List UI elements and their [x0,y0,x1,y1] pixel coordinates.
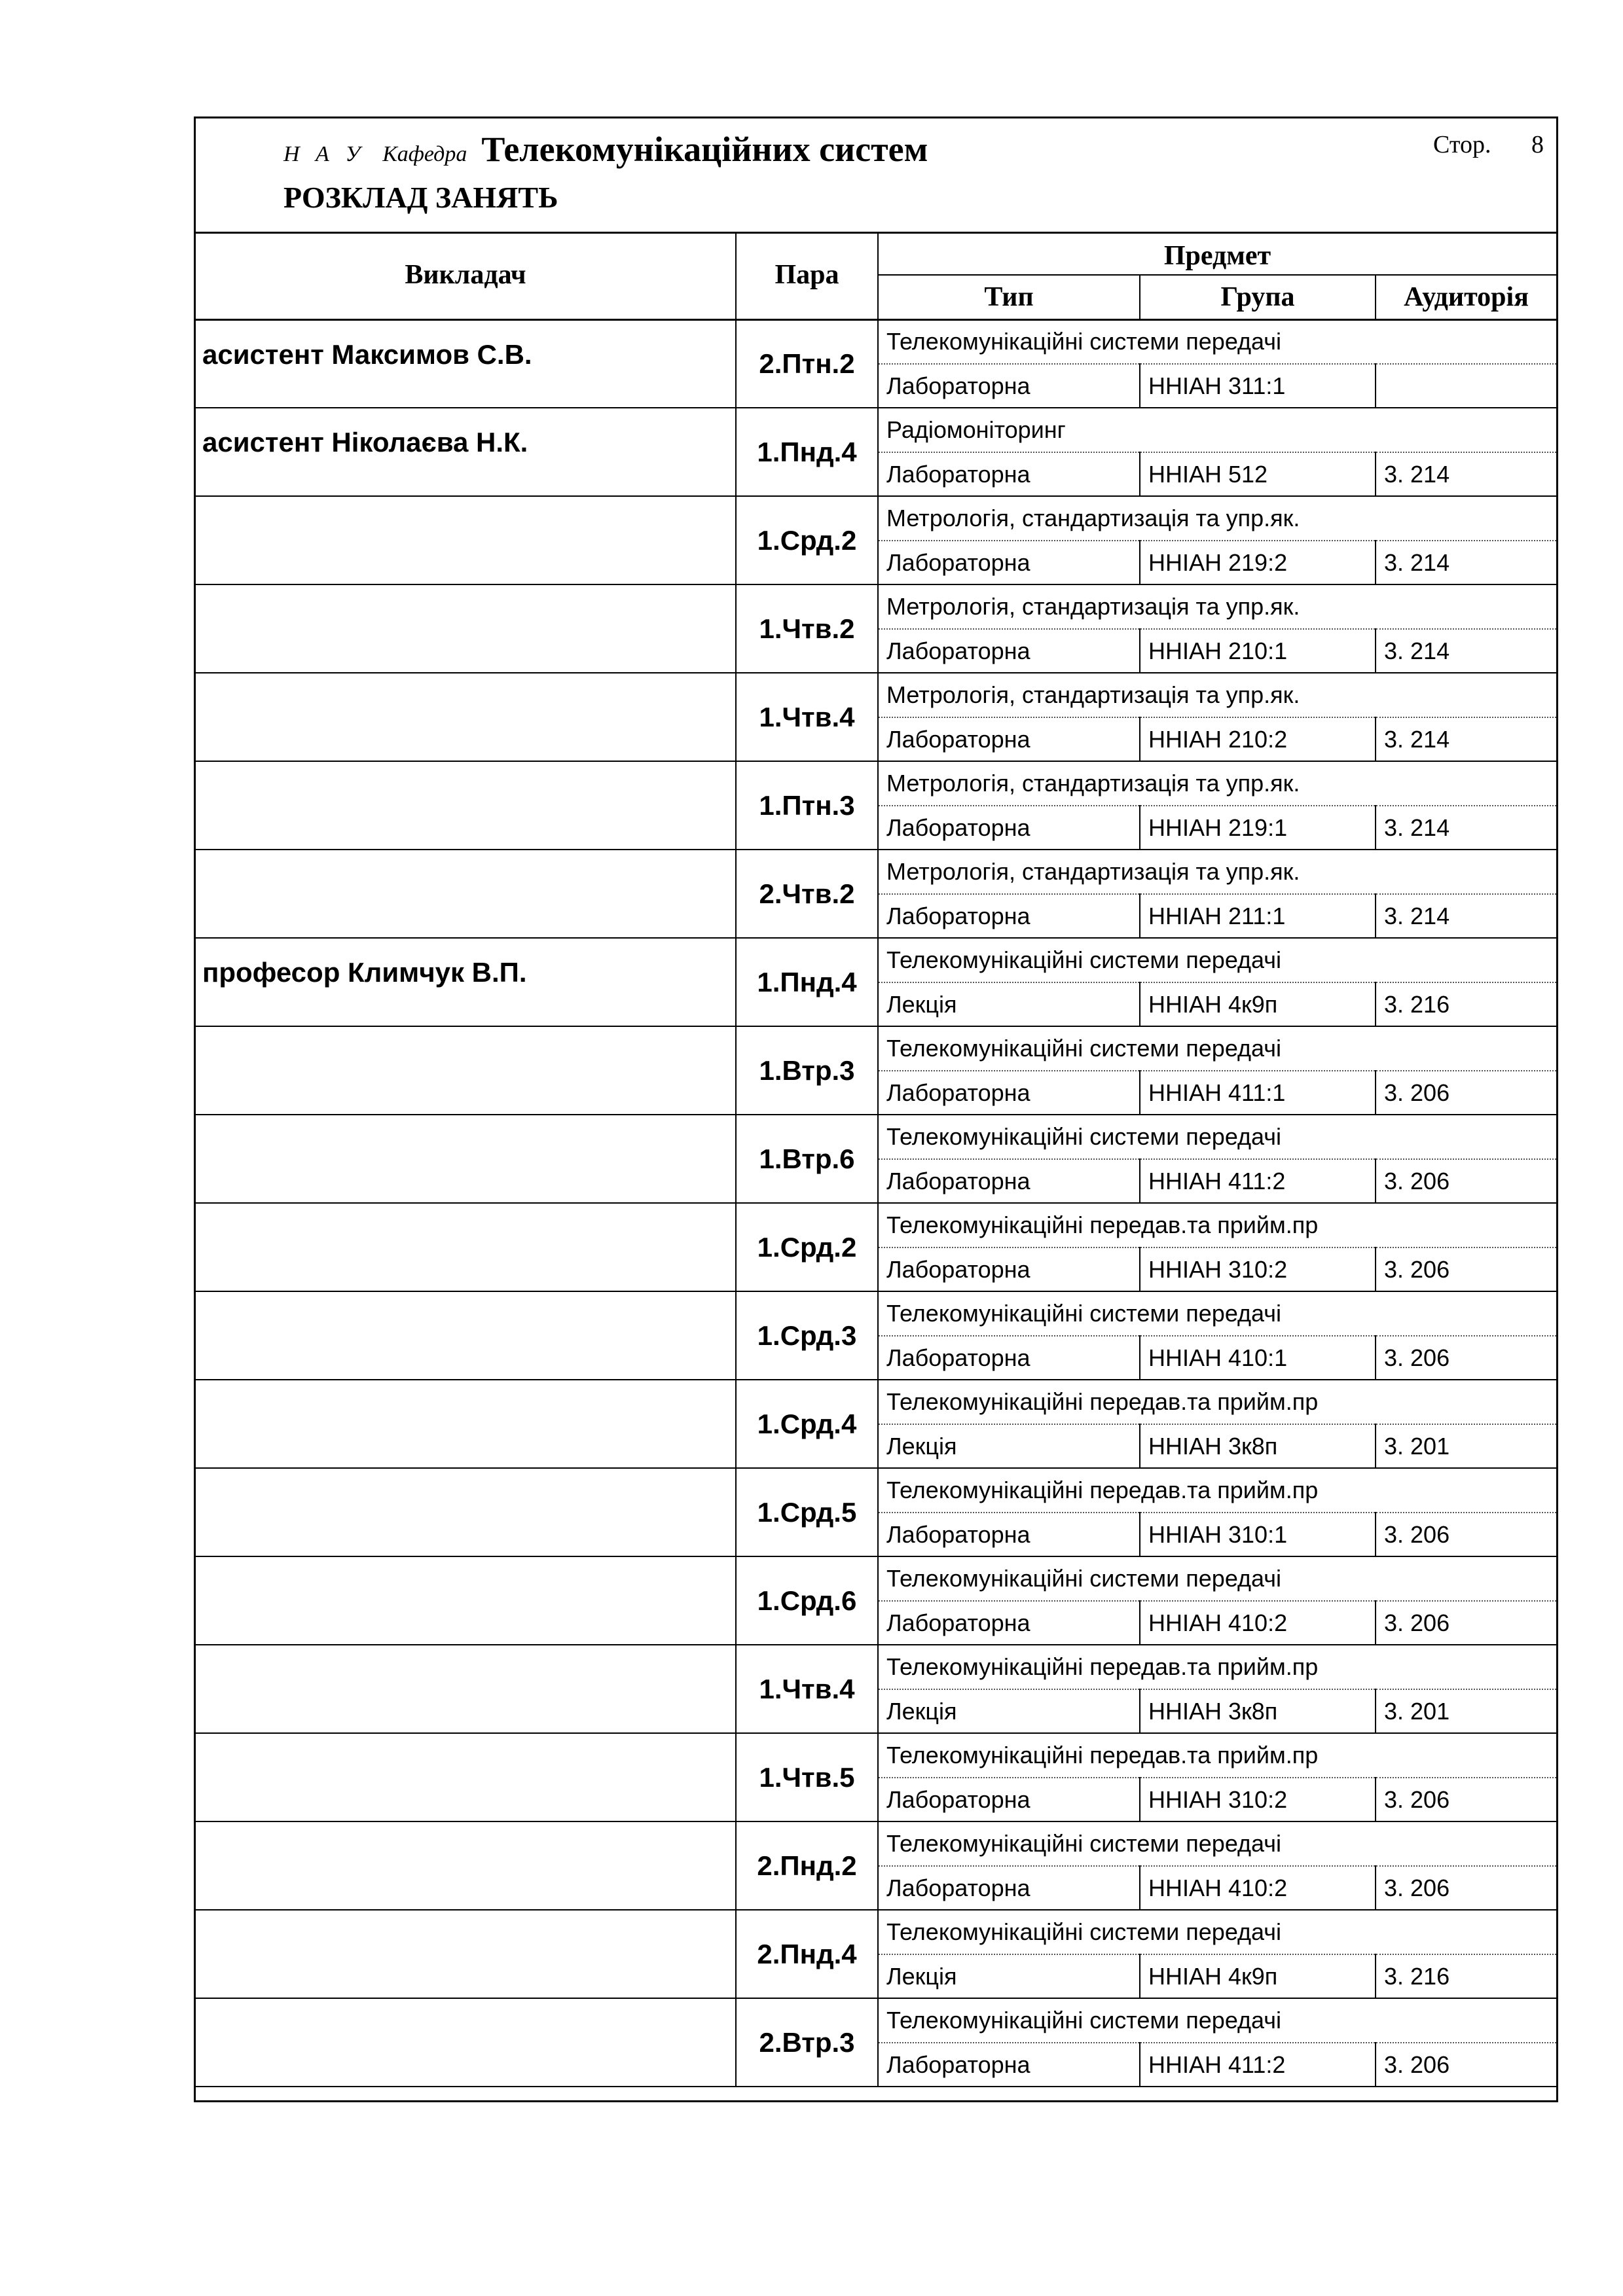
subject-cell: Телекомунікаційні системи передачі [878,1026,1556,1071]
para-cell: 1.Срд.4 [736,1380,878,1468]
teacher-cell [196,673,736,761]
group-cell: ННІАН 210:2 [1140,717,1376,761]
group-cell: ННІАН 219:1 [1140,806,1376,850]
group-cell: ННІАН 410:2 [1140,1601,1376,1645]
table-row [196,1998,1556,2043]
subject-cell: Радіомоніторинг [878,408,1556,452]
column-header-type: Тип [878,275,1140,319]
type-cell: Лабораторна [878,1866,1140,1910]
table-row [196,1468,1556,1513]
teacher-cell [196,1203,736,1291]
table-row [196,1821,1556,1866]
type-cell: Лабораторна [878,629,1140,673]
type-cell: Лабораторна [878,1071,1140,1115]
para-cell: 2.Пнд.4 [736,1910,878,1998]
table-row [196,761,1556,806]
teacher-cell [196,496,736,584]
type-cell: Лабораторна [878,452,1140,496]
schedule-sheet [194,117,1558,2102]
table-row [196,673,1556,717]
teacher-cell [196,1998,736,2087]
type-cell: Лекція [878,982,1140,1026]
subject-cell: Телекомунікаційні передав.та прийм.пр [878,1468,1556,1513]
subject-cell: Метрологія, стандартизація та упр.як. [878,761,1556,806]
table-row [196,1910,1556,1954]
auditorium-cell: 3. 214 [1376,717,1556,761]
table-row [196,1026,1556,1071]
auditorium-cell: 3. 214 [1376,452,1556,496]
type-cell: Лабораторна [878,2043,1140,2087]
auditorium-cell: 3. 201 [1376,1424,1556,1468]
auditorium-cell: 3. 201 [1376,1689,1556,1733]
teacher-cell: асистент Ніколаєва Н.К. [196,408,736,496]
page-label: Стор. [1433,131,1491,158]
para-cell: 1.Срд.2 [736,1203,878,1291]
type-cell: Лабораторна [878,541,1140,584]
subject-cell: Телекомунікаційні передав.та прийм.пр [878,1645,1556,1689]
table-row [196,584,1556,629]
group-cell: ННІАН 311:1 [1140,364,1376,408]
auditorium-cell: 3. 206 [1376,1071,1556,1115]
group-cell: ННІАН 210:1 [1140,629,1376,673]
para-cell: 1.Втр.3 [736,1026,878,1115]
teacher-cell [196,1380,736,1468]
type-cell: Лабораторна [878,717,1140,761]
teacher-cell: професор Климчук В.П. [196,938,736,1026]
teacher-cell: асистент Максимов С.В. [196,319,736,408]
subject-cell: Метрологія, стандартизація та упр.як. [878,584,1556,629]
auditorium-cell: 3. 216 [1376,1954,1556,1998]
auditorium-cell: 3. 206 [1376,1513,1556,1556]
group-cell: ННІАН 3к8п [1140,1424,1376,1468]
auditorium-cell: 3. 206 [1376,1336,1556,1380]
para-cell: 1.Срд.2 [736,496,878,584]
table-row [196,850,1556,894]
group-cell: ННІАН 219:2 [1140,541,1376,584]
group-cell: ННІАН 310:2 [1140,1778,1376,1821]
table-row [196,1115,1556,1159]
schedule-table [196,232,1556,2087]
group-cell: ННІАН 410:2 [1140,1866,1376,1910]
auditorium-cell: 3. 214 [1376,894,1556,938]
auditorium-cell: 3. 206 [1376,2043,1556,2087]
auditorium-cell: 3. 206 [1376,1601,1556,1645]
auditorium-cell: 3. 206 [1376,1778,1556,1821]
type-cell: Лекція [878,1689,1140,1733]
auditorium-cell: 3. 214 [1376,629,1556,673]
para-cell: 1.Птн.3 [736,761,878,850]
teacher-cell [196,1645,736,1733]
type-cell: Лабораторна [878,1247,1140,1291]
column-header-para: Пара [736,232,878,319]
auditorium-cell: 3. 206 [1376,1247,1556,1291]
para-cell: 1.Чтв.2 [736,584,878,673]
kafedra-label: Кафедра [382,142,467,166]
group-cell: ННІАН 211:1 [1140,894,1376,938]
type-cell: Лекція [878,1424,1140,1468]
type-cell: Лабораторна [878,806,1140,850]
para-cell: 2.Втр.3 [736,1998,878,2087]
subject-cell: Метрологія, стандартизація та упр.як. [878,850,1556,894]
group-cell: ННІАН 411:1 [1140,1071,1376,1115]
subject-cell: Телекомунікаційні системи передачі [878,938,1556,982]
group-cell: ННІАН 410:1 [1140,1336,1376,1380]
table-row [196,496,1556,541]
page-title: РОЗКЛАД ЗАНЯТЬ [283,181,558,214]
column-header-group: Група [1140,275,1376,319]
type-cell: Лабораторна [878,1601,1140,1645]
para-cell: 1.Срд.5 [736,1468,878,1556]
subject-cell: Телекомунікаційні системи передачі [878,1821,1556,1866]
subject-cell: Телекомунікаційні передав.та прийм.пр [878,1380,1556,1424]
teacher-cell [196,850,736,938]
group-cell: ННІАН 4к9п [1140,1954,1376,1998]
auditorium-cell: 3. 206 [1376,1866,1556,1910]
type-cell: Лекція [878,1954,1140,1998]
type-cell: Лабораторна [878,1778,1140,1821]
subject-cell: Телекомунікаційні системи передачі [878,1910,1556,1954]
auditorium-cell: 3. 214 [1376,806,1556,850]
para-cell: 2.Птн.2 [736,319,878,408]
group-cell: ННІАН 512 [1140,452,1376,496]
para-cell: 1.Чтв.4 [736,673,878,761]
group-cell: ННІАН 411:2 [1140,1159,1376,1203]
subject-cell: Телекомунікаційні передав.та прийм.пр [878,1733,1556,1778]
table-row [196,319,1556,364]
table-row [196,938,1556,982]
sheet-header [196,118,1556,234]
teacher-cell [196,1026,736,1115]
teacher-cell [196,584,736,673]
group-cell: ННІАН 3к8п [1140,1689,1376,1733]
type-cell: Лабораторна [878,894,1140,938]
para-cell: 1.Втр.6 [736,1115,878,1203]
table-row [196,1733,1556,1778]
column-header-teacher: Викладач [196,232,736,319]
subject-cell: Телекомунікаційні передав.та прийм.пр [878,1203,1556,1247]
auditorium-cell [1376,364,1556,408]
type-cell: Лабораторна [878,1336,1140,1380]
subject-cell: Телекомунікаційні системи передачі [878,319,1556,364]
teacher-cell [196,1291,736,1380]
group-cell: ННІАН 310:1 [1140,1513,1376,1556]
subject-cell: Метрологія, стандартизація та упр.як. [878,673,1556,717]
para-cell: 1.Чтв.5 [736,1733,878,1821]
auditorium-cell: 3. 206 [1376,1159,1556,1203]
teacher-cell [196,1556,736,1645]
subject-cell: Телекомунікаційні системи передачі [878,1998,1556,2043]
teacher-cell [196,1733,736,1821]
para-cell: 1.Пнд.4 [736,938,878,1026]
auditorium-cell: 3. 214 [1376,541,1556,584]
table-row [196,1291,1556,1336]
subject-cell: Телекомунікаційні системи передачі [878,1556,1556,1601]
header-line [283,129,928,170]
para-cell: 1.Пнд.4 [736,408,878,496]
page-number: 8 [1531,131,1544,158]
teacher-cell [196,1468,736,1556]
para-cell: 1.Чтв.4 [736,1645,878,1733]
group-cell: ННІАН 411:2 [1140,2043,1376,2087]
teacher-cell [196,761,736,850]
column-header-subject: Предмет [878,232,1556,275]
para-cell: 1.Срд.6 [736,1556,878,1645]
type-cell: Лабораторна [878,364,1140,408]
schedule-body [196,319,1556,2087]
column-header-auditorium: Аудиторія [1376,275,1556,319]
para-cell: 2.Чтв.2 [736,850,878,938]
type-cell: Лабораторна [878,1159,1140,1203]
table-row [196,1645,1556,1689]
table-row [196,1203,1556,1247]
group-cell: ННІАН 310:2 [1140,1247,1376,1291]
para-cell: 2.Пнд.2 [736,1821,878,1910]
para-cell: 1.Срд.3 [736,1291,878,1380]
table-row [196,408,1556,452]
table-row [196,1556,1556,1601]
table-row [196,1380,1556,1424]
teacher-cell [196,1821,736,1910]
department-name: Телекомунікаційних систем [481,130,928,169]
subject-cell: Телекомунікаційні системи передачі [878,1115,1556,1159]
teacher-cell [196,1115,736,1203]
subject-cell: Метрологія, стандартизація та упр.як. [878,496,1556,541]
type-cell: Лабораторна [878,1513,1140,1556]
university-abbr: Н А У [283,142,366,166]
subject-cell: Телекомунікаційні системи передачі [878,1291,1556,1336]
teacher-cell [196,1910,736,1998]
group-cell: ННІАН 4к9п [1140,982,1376,1026]
auditorium-cell: 3. 216 [1376,982,1556,1026]
